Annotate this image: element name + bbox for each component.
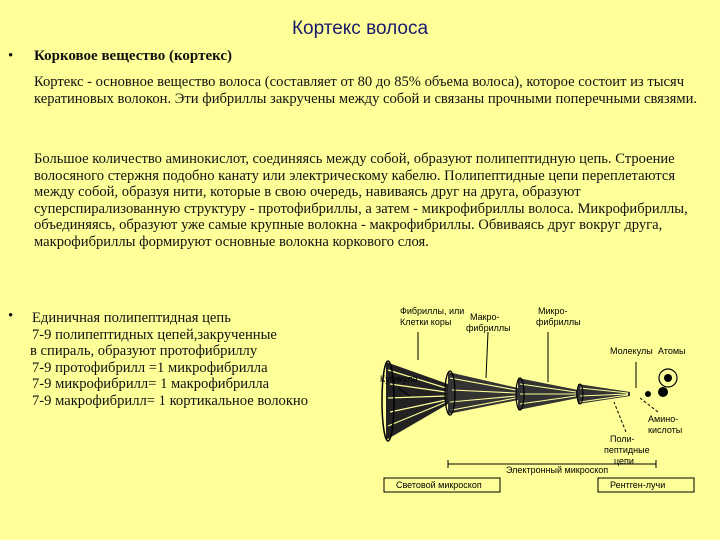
slide-title: Кортекс волоса <box>291 18 429 39</box>
label-macrofibrils-2: фибриллы <box>466 323 511 333</box>
label-xray: Рентген-лучи <box>610 480 666 490</box>
list-item: 7-9 протофибрилл =1 микрофибрилла <box>32 359 268 376</box>
label-amino-acids-2: кислоты <box>648 425 683 435</box>
microfibril-cone-illustration <box>516 378 578 410</box>
section-heading: Корковое вещество (кортекс) <box>34 48 233 64</box>
hair-structure-diagram <box>378 292 698 498</box>
label-polypeptide-2: пептидные <box>604 445 650 455</box>
molecule-cone-illustration <box>577 384 630 404</box>
label-fibrils: Фибриллы, или <box>400 306 465 316</box>
label-cortex-cells: Клетки коры <box>400 317 452 327</box>
macrofibril-cone-illustration <box>445 371 518 415</box>
list-item: 7-9 полипептидных цепей,закрученные <box>32 326 277 343</box>
atom-icon <box>645 369 677 397</box>
list-item: 7-9 макрофибрилл= 1 кортикальное волокно <box>32 392 309 409</box>
label-molecules: Молекулы <box>610 346 653 356</box>
bullet-marker: • <box>8 308 14 324</box>
list-item: Единичная полипептидная цепь <box>32 310 231 326</box>
label-light-microscope: Световой микроскоп <box>396 480 482 490</box>
label-polypeptide: Поли- <box>610 434 635 444</box>
paragraph-cortex-definition: Кортекс - основное вещество волоса (составляет от 80 до 85% объема волоса), которое состоит из тысяч кератиновых волокон. Эти фибриллы закручены между собой и связаны прочными поперечными связями. <box>34 74 698 107</box>
paragraph-cortex-structure: Большое количество аминокислот, соединяясь между собой, образуют полипептидную цепь. Строение волосяного стержня подобно канату или электрическому кабелю. Полипептидные цепи переплетаются между собой, образуя нити, которые в свою очередь, навиваясь друг на друга, образуют суперспирализованную структуру - протофибриллы, а затем - микрофибриллы волоса. Микрофибриллы, объединяясь, образуют уже самые крупные волокна - макрофибриллы. Обвиваясь друг вокруг друга, макрофибриллы формируют основные волокна коркового слоя. <box>34 151 688 250</box>
label-macrofibrils: Макро- <box>470 312 500 322</box>
label-microfibrils-2: фибриллы <box>536 317 581 327</box>
xray-scale <box>598 478 694 492</box>
label-atoms: Атомы <box>658 346 686 356</box>
label-cuticle: Кутикула <box>380 374 418 384</box>
label-microfibrils: Микро- <box>538 306 568 316</box>
fibrils-cone-illustration <box>382 361 448 441</box>
light-microscope-scale <box>384 478 500 492</box>
label-electron-microscope: Электронный микроскоп <box>506 465 609 475</box>
list-item: в спираль, образуют протофибриллу <box>30 343 258 359</box>
list-item: 7-9 микрофибрилл= 1 макрофибрилла <box>32 376 270 392</box>
bullet-marker: • <box>8 48 14 64</box>
hierarchy-list <box>30 310 390 409</box>
label-polypeptide-3: цепи <box>614 456 634 466</box>
label-amino-acids: Амино- <box>648 414 679 424</box>
